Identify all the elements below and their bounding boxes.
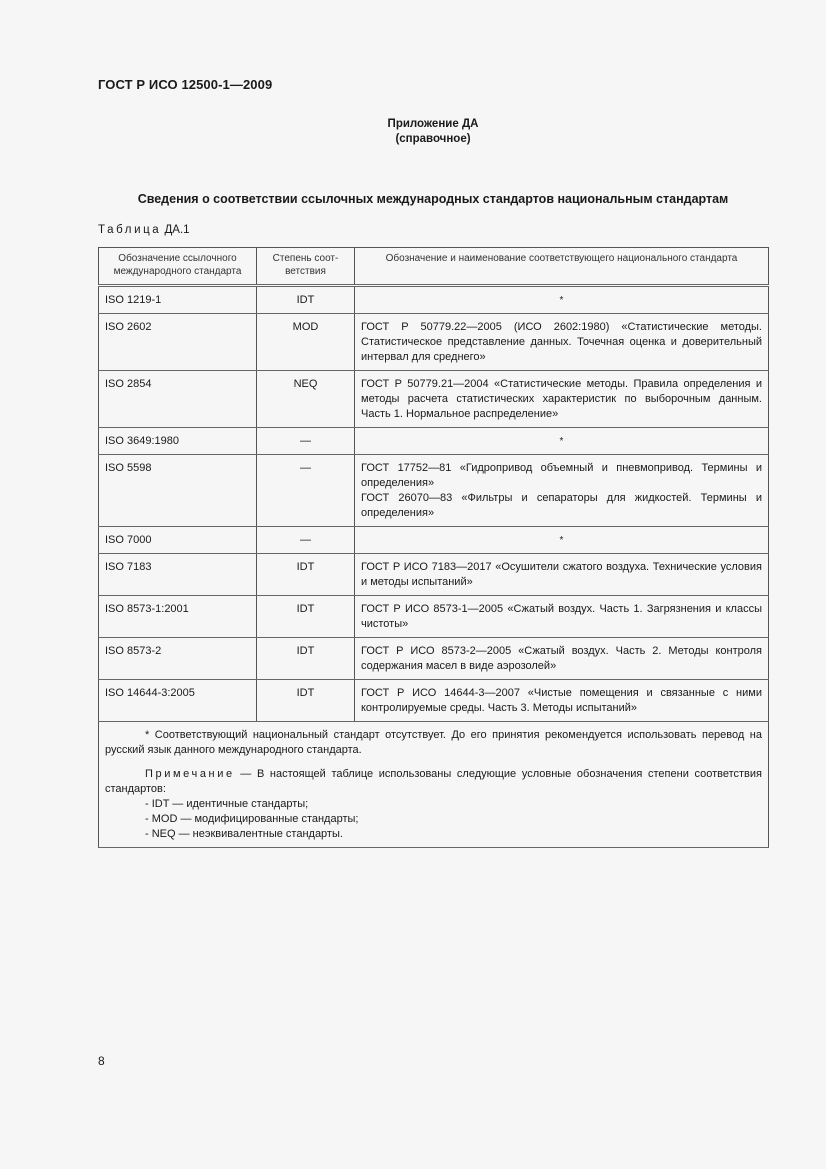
note bbox=[105, 767, 762, 797]
table-row bbox=[99, 596, 769, 638]
table-caption-word: Таблица bbox=[98, 224, 162, 236]
document-code: ГОСТ Р ИСО 12500-1—2009 bbox=[98, 77, 273, 92]
compliance-degree: — bbox=[257, 455, 355, 527]
standard-code: ISO 3649:1980 bbox=[99, 428, 257, 455]
table-row bbox=[99, 554, 769, 596]
standard-code: ISO 8573-2 bbox=[99, 638, 257, 680]
note-list-item: - MOD — модифицированные стандарты; bbox=[145, 813, 359, 825]
compliance-degree: IDT bbox=[257, 680, 355, 722]
table-row bbox=[99, 680, 769, 722]
compliance-degree: IDT bbox=[257, 638, 355, 680]
table-row bbox=[99, 428, 769, 455]
table-row bbox=[99, 455, 769, 527]
compliance-degree: IDT bbox=[257, 596, 355, 638]
standard-code: ISO 5598 bbox=[99, 455, 257, 527]
column-header: Обозначение ссылочного международного стандарта bbox=[99, 248, 257, 286]
standard-code: ISO 14644-3:2005 bbox=[99, 680, 257, 722]
national-standard: ГОСТ Р ИСО 14644-3—2007 «Чистые помещения и связанные с ними контролируемые среды. Часть 3. Методы испытаний» bbox=[355, 680, 769, 722]
annex-title: Приложение ДА bbox=[387, 118, 479, 130]
compliance-degree: — bbox=[257, 527, 355, 554]
national-standard bbox=[355, 455, 769, 527]
national-standard-line: ГОСТ 26070—83 «Фильтры и сепараторы для жидкостей. Термины и определения» bbox=[361, 492, 762, 519]
table-notes bbox=[99, 722, 769, 848]
national-standard: ГОСТ Р ИСО 8573-2—2005 «Сжатый воздух. Часть 2. Методы контроля содержания масел в виде аэрозолей» bbox=[355, 638, 769, 680]
annex-heading bbox=[0, 117, 826, 146]
national-standard: ГОСТ Р ИСО 7183—2017 «Осушители сжатого воздуха. Технические условия и методы испытаний» bbox=[355, 554, 769, 596]
table-caption bbox=[98, 224, 190, 236]
note-list bbox=[105, 797, 762, 842]
compliance-degree: — bbox=[257, 428, 355, 455]
table-row bbox=[99, 527, 769, 554]
national-standard: * bbox=[355, 428, 769, 455]
national-standard-line: ГОСТ 17752—81 «Гидропривод объемный и пневмопривод. Термины и определения» bbox=[361, 462, 762, 489]
table-header-row bbox=[99, 248, 769, 286]
national-standard: * bbox=[355, 286, 769, 314]
table-row bbox=[99, 286, 769, 314]
national-standard: ГОСТ Р ИСО 8573-1—2005 «Сжатый воздух. Часть 1. Загрязнения и классы чистоты» bbox=[355, 596, 769, 638]
footnote: * Соответствующий национальный стандарт отсутствует. До его принятия рекомендуется использовать перевод на русский язык данного международного стандарта. bbox=[105, 729, 762, 756]
table-caption-number: ДА.1 bbox=[164, 224, 190, 236]
standards-table bbox=[98, 247, 769, 848]
standard-code: ISO 7000 bbox=[99, 527, 257, 554]
table-notes-row bbox=[99, 722, 769, 848]
page-number: 8 bbox=[98, 1054, 105, 1068]
national-standard: ГОСТ Р 50779.22—2005 (ИСО 2602:1980) «Статистические методы. Статистическое представление данных. Точечная оценка и доверительный интервал для среднего» bbox=[355, 314, 769, 371]
table-row bbox=[99, 314, 769, 371]
national-standard: ГОСТ Р 50779.21—2004 «Статистические методы. Правила определения и методы расчета статистических характеристик по выборочным данным. Часть 1. Нормальное распределение» bbox=[355, 371, 769, 428]
compliance-degree: IDT bbox=[257, 554, 355, 596]
standard-code: ISO 8573-1:2001 bbox=[99, 596, 257, 638]
column-header: Обозначение и наименование соответствующего национального стандарта bbox=[355, 248, 769, 286]
standard-code: ISO 7183 bbox=[99, 554, 257, 596]
note-list-item: - IDT — идентичные стандарты; bbox=[145, 798, 309, 810]
note-text: — В настоящей таблице использованы следующие условные обозначения степени соответствия стандартов: bbox=[105, 768, 762, 795]
table-row bbox=[99, 638, 769, 680]
note-label: Примечание bbox=[145, 768, 235, 780]
compliance-degree: MOD bbox=[257, 314, 355, 371]
table-row bbox=[99, 371, 769, 428]
section-title: Сведения о соответствии ссылочных международных стандартов национальным стандартам bbox=[137, 192, 729, 206]
compliance-degree: IDT bbox=[257, 286, 355, 314]
compliance-degree: NEQ bbox=[257, 371, 355, 428]
column-header: Степень соот-ветствия bbox=[257, 248, 355, 286]
annex-subtitle: (справочное) bbox=[395, 132, 471, 145]
standard-code: ISO 2854 bbox=[99, 371, 257, 428]
standard-code: ISO 1219-1 bbox=[99, 286, 257, 314]
note-list-item: - NEQ — неэквивалентные стандарты. bbox=[145, 828, 343, 840]
national-standard: * bbox=[355, 527, 769, 554]
standard-code: ISO 2602 bbox=[99, 314, 257, 371]
